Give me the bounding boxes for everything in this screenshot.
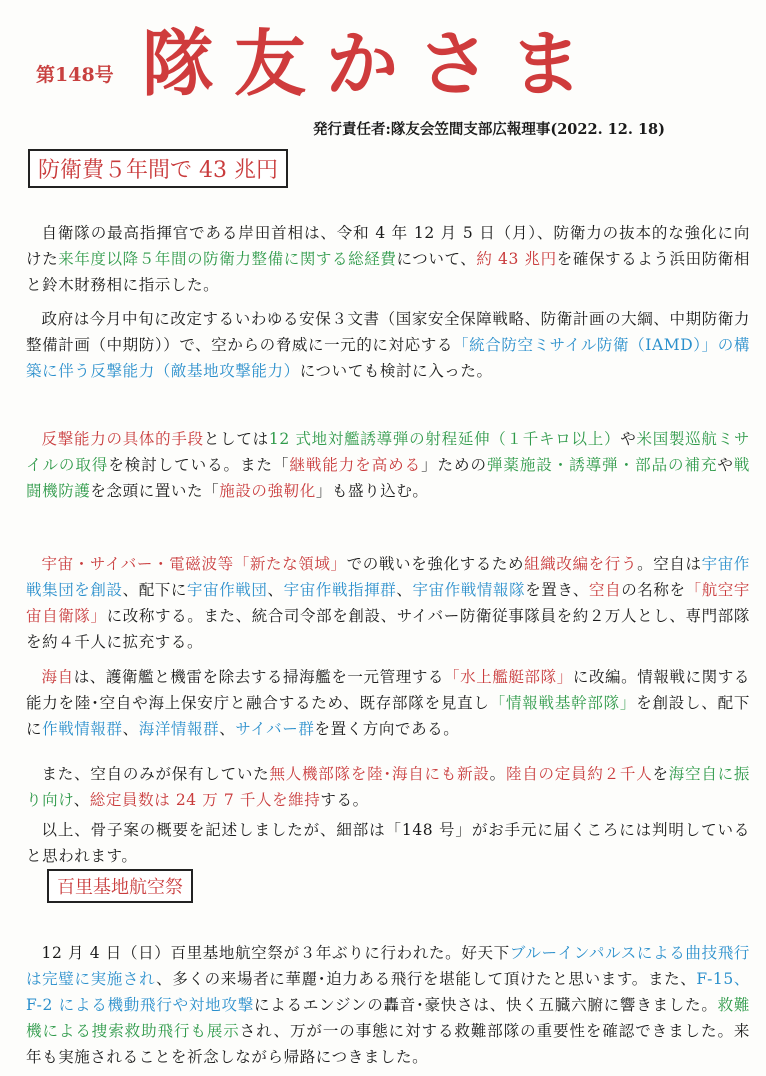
paragraph <box>26 220 750 298</box>
text-run: を置く方向である。 <box>314 719 460 738</box>
text-run: を創設し、配下に <box>26 693 750 738</box>
highlighted-text: 宇宙作戦団 <box>187 580 268 599</box>
highlighted-text: ブルーインパルスによる曲技飛行は完璧に実施され <box>26 943 750 988</box>
highlighted-text: 空自 <box>588 580 622 599</box>
highlighted-text: 弾薬施設・誘導弾・部品の補充 <box>486 455 718 474</box>
text-run: を置き、 <box>525 580 589 599</box>
text-run: 、多くの来場者に華麗･迫力ある飛行を堪能して頂けたと思います。また、 <box>156 969 697 988</box>
text-run: 12 月 4 日（日）百里基地航空祭が３年ぶりに行われた。好天下 <box>41 943 510 962</box>
highlighted-text: 陸自の定員約２千人 <box>505 764 653 783</box>
text-run: 」も盛り込む。 <box>315 481 429 500</box>
text-run: についても検討に入った。 <box>299 361 493 380</box>
highlighted-text: 「情報戦基幹部隊」 <box>489 693 637 712</box>
newsletter-title: 隊友かさま <box>142 21 603 106</box>
text-run: 以上、骨子案の概要を記述しましたが、細部は「148 号」がお手元に届くころには判明していると思われます。 <box>26 820 750 865</box>
text-run: する。 <box>320 790 369 809</box>
text-run: 、 <box>267 580 284 599</box>
highlighted-text: 継戦能力を高める <box>289 455 422 474</box>
highlighted-text: 反撃能力の具体的手段 <box>41 429 204 448</box>
text-run: の名称を <box>621 580 686 599</box>
highlighted-text: 約 43 兆円 <box>476 249 557 268</box>
highlighted-text: 組織改編を行う <box>524 554 638 573</box>
text-run: 。 <box>489 764 506 783</box>
text-run: 、 <box>219 719 236 738</box>
highlighted-text: 救難機による捜索救助飛行も展示 <box>26 995 751 1040</box>
highlighted-text: 宇宙作戦集団を創設 <box>26 554 750 599</box>
text-run: 。空自は <box>637 554 702 573</box>
section-title-hyakuri-airshow: 百里基地航空祭 <box>47 869 193 903</box>
text-run: 、 <box>122 719 139 738</box>
text-run: 、 <box>396 580 413 599</box>
text-run: を <box>652 764 669 783</box>
text-run: としては <box>203 429 269 448</box>
paragraph <box>26 426 750 504</box>
highlighted-text: 宇宙・サイバー・電磁波等「新たな領域」 <box>41 554 347 573</box>
text-run: され、万が一の事態に対する救難部隊の重要性を確認できました。来年も実施されることを祈念しながら帰路につきました。 <box>26 1021 750 1066</box>
paragraph <box>26 817 750 869</box>
highlighted-text: 海空自に振り向け <box>26 764 751 809</box>
text-run: や <box>717 455 734 474</box>
issue-number: 第148号 <box>36 64 114 86</box>
highlighted-text: 「航空宇宙自衛隊」 <box>26 580 750 625</box>
paragraph <box>26 761 750 813</box>
paragraph <box>26 551 750 655</box>
highlighted-text: 宇宙作戦情報隊 <box>412 580 526 599</box>
text-run: によるエンジンの轟音･豪快さは、快く五臓六腑に響きました。 <box>254 995 718 1014</box>
text-run: に改編。情報戦に関する能力を陸･空自や海上保安庁と融合するため、既存部隊を見直し <box>26 667 750 712</box>
highlighted-text: 宇宙作戦指揮群 <box>283 580 397 599</box>
highlighted-text: 12 式地対艦誘導弾の射程延伸（１千キロ以上） <box>268 429 621 448</box>
highlighted-text: 米国製巡航ミサイルの取得 <box>26 429 750 474</box>
highlighted-text: 「水上艦艇部隊」 <box>444 667 573 686</box>
highlighted-text: 総定員数は 24 万 7 千人を維持 <box>89 790 321 809</box>
highlighted-text: F-15、F-2 による機動飛行や対地攻撃 <box>26 969 750 1014</box>
text-run: 、 <box>73 790 90 809</box>
text-run: について、 <box>396 249 477 268</box>
text-run: での戦いを強化するため <box>346 554 525 573</box>
paragraph <box>26 664 750 742</box>
text-run: を検討している。また「 <box>108 455 290 474</box>
text-run: 自衛隊の最高指揮官である岸田首相は、令和 4 年 12 月 5 日（月）、防衛力の抜本的な強化に向けた <box>26 223 750 268</box>
text-run: は、護衛艦と機雷を除去する掃海艦を一元管理する <box>73 667 445 686</box>
text-run: や <box>620 429 637 448</box>
text-run: 」ための <box>421 455 487 474</box>
text-run: 政府は今月中旬に改定するいわゆる安保３文書（国家安全保障戦略、防衛計画の大綱、中期防衛力整備計画（中期防））で、空からの脅威に一元的に対応する <box>26 309 750 354</box>
section-title-defense-budget: 防衛費５年間で 43 兆円 <box>28 149 288 188</box>
text-run: 、配下に <box>122 580 188 599</box>
highlighted-text: サイバー群 <box>235 719 315 738</box>
highlighted-text: 来年度以降５年間の防衛力整備に関する総経費 <box>58 249 397 268</box>
text-run: を念頭に置いた「 <box>90 481 220 500</box>
highlighted-text: 無人機部隊を陸･海自にも新設 <box>269 764 490 783</box>
text-run: また、空自のみが保有していた <box>41 764 270 783</box>
paragraph <box>26 940 750 1070</box>
highlighted-text: 施設の強靭化 <box>219 481 316 500</box>
highlighted-text: 戦闘機防護 <box>26 455 750 500</box>
text-run: に改称する。また、統合司令部を創設、サイバー防衛従事隊員を約２万人とし、専門部隊を約４千人に拡充する。 <box>26 606 750 651</box>
publisher-line: 発行責任者:隊友会笠間支部広報理事(2022. 12. 18) <box>313 121 665 138</box>
highlighted-text: 海自 <box>41 667 74 686</box>
highlighted-text: 「統合防空ミサイル防衛（IAMD）」の構築に伴う反撃能力（敵基地攻撃能力） <box>26 335 750 380</box>
highlighted-text: 海洋情報群 <box>138 719 220 738</box>
paragraph <box>26 306 750 384</box>
highlighted-text: 作戦情報群 <box>42 719 123 738</box>
text-run: を確保するよう浜田防衛相と鈴木財務相に指示した。 <box>26 249 751 294</box>
